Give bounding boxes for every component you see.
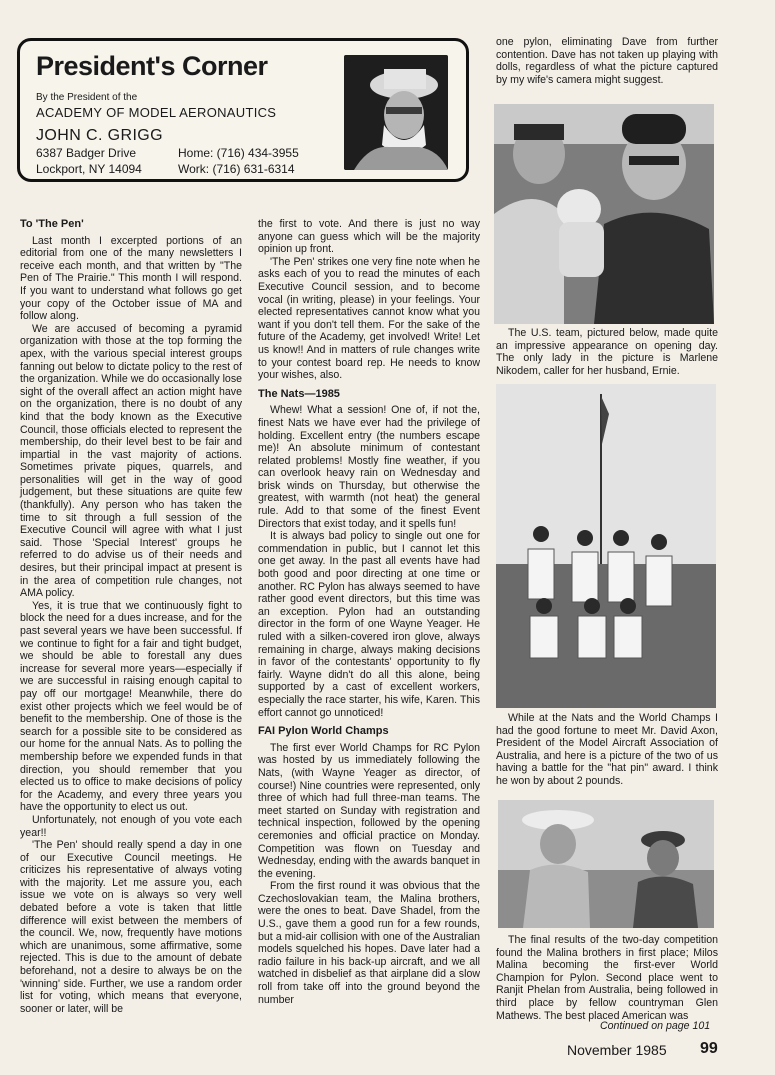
byline: By the President of the — [36, 92, 138, 103]
president-phones — [178, 145, 299, 177]
paragraph: Unfortunately, not enough of you vote each year!! — [20, 813, 242, 839]
hat-pin-award-photo — [498, 800, 714, 928]
doll-photo — [494, 104, 714, 324]
article-column-1 — [20, 218, 242, 1015]
paragraph: Yes, it is true that we continuously fight to block the need for a dues increase, and for the past several years we have been successful. If we continue to fight for a fair and tight budget, we should be able to forestall any dues increase for several more years—especially if we are successful in raising enough capital to pay off our mortgage! Meanwhile, there do exist other projects which we feel would be of benefit to the membership. One of those is the search for a possible site to be considered as our home for the annual Nats. As to polling the membership before we expended funds in that direction, you should remember that you elected us to office to make decisions of policy for the Academy, and every three years you have the opportunity to elect us out. — [20, 599, 242, 814]
section-heading-nats: The Nats—1985 — [258, 387, 340, 400]
page-number: 99 — [700, 1040, 718, 1057]
academy-name: ACADEMY OF MODEL AERONAUTICS — [36, 105, 277, 120]
caption-david-axon: While at the Nats and the World Champs I had the good fortune to meet Mr. David Axon, President of the Model Aircraft Association of Australia, and here is a picture of the two of us having a battle for the "hat pin" award. I think he won by about 2 pounds. — [496, 712, 718, 787]
paragraph: The first ever World Champs for RC Pylon was hosted by us immediately following the Nats, (with Wayne Yeager as director, of course!) Nine countries were represented, only three of which had full three-man teams. The meet started on Sunday with registration and technical inspection, followed by the opening ceremonies and official practice on Monday. Competition was flown on Tuesday and Wednesday, ending with the awards banquet in the evening. — [258, 741, 480, 880]
caption-final-results: The final results of the two-day competition found the Malina brothers in first place; Milos Malina becoming the first-ever World Champion for Pylon. Second place went to Ranjit Phelan from Australia, being followed in third place by fellow countryman Glen Mathews. The best placed American was — [496, 934, 718, 1022]
us-team-photo — [496, 384, 716, 708]
paragraph: 'The Pen' strikes one very fine note when he asks each of you to read the minutes of each Executive Council session, and to become vocal (in writing, please) in your feelings. Your elected representatives cannot know what you want if you don't tell them. For the sake of the future of the Academy, get involved! Write! Let us know!! And in matters of rule changes write to your contest board rep. He needs to know your wishes, also. — [258, 255, 480, 382]
paragraph: It is always bad policy to single out one for commendation in public, but I cannot let this one get away. In the past all events have had both good and poor directing at one time or another. RC Pylon has always seemed to have rather good event directors, but this time was an exception. Pylon had an outstanding director in the form of one Wayne Yeager. He ruled with a silken-covered iron glove, always remaining in charge, always making decisions in favor of the contestants' opportunity to fly fairly. Wayne didn't do all this alone, being supported by a cast of excellent workers, especially the race starter, his wife, Karen. This effort cannot go unnoticed! — [258, 530, 480, 719]
paragraph: 'The Pen' should really spend a day in one of our Executive Council meetings. He criticizes his representative of always voting with the majority. Let me assure you, each issue we vote on is always so very well debated before a vote is taken that little difference will exist between the members of the council. We, now, frequently have motions which are unanimous, some affirmative, some rejected. This is due to the amount of debate beforehand, not a desire to always be on the 'winning' side. Further, we use a random order list for voting, which means that everyone, sooner or later, will be — [20, 839, 242, 1015]
column-title: President's Corner — [36, 51, 268, 81]
paragraph: Whew! What a session! One of, if not the, finest Nats we have ever had the privilege of holding. Excellent entry (the numbers escape me)! An absolute minimum of contestant related problems! Mostly fine weather, if you can overlook heavy rain on Wednesday and brisk winds on Thursday, but otherwise the greatest, with warmth (not heat) the general rule. Add to that some of the finest Event Directors that exist today, and it spells fun! — [258, 404, 480, 530]
work-phone: Work: (716) 631-6314 — [178, 162, 295, 176]
caption-us-team: The U.S. team, pictured below, made quite an impressive appearance on opening day. The only lady in the picture is Marlene Nikodem, caller for her husband, Ernie. — [496, 327, 718, 377]
article-column-3-top — [496, 36, 718, 86]
president-portrait-photo — [344, 55, 448, 170]
address-line-1: 6387 Badger Drive — [36, 146, 137, 160]
paragraph: We are accused of becoming a pyramid organization with those at the top forming the apex, with the various special interest groups fanning out below to dictate policy to the rest of the organization. While we do occasionally lose sight of the overall affect an action might have on the organization, there is no doubt of any kind that the body known as the Executive Council, those officials elected to represent the membership, do their level best to be fair and impartial in the vast majority of actions. Sometimes private piques, quarrels, and personalities will get in the way of good judgement, but these situations are quite few (thankfully). Any person who has taken the time to sit through a full session of the Executive Council will agree with what I just said. Those 'Special Interest' groups he referred to do advise us of their needs and desires, but their principal impact at present is in the area of competition rule changes, not AMA policy. — [20, 322, 243, 600]
president-name: JOHN C. GRIGG — [36, 127, 163, 144]
paragraph: Last month I excerpted portions of an editorial from one of the many newsletters I receive each month, and that written by "The Pen of The Prairie." This month I will respond. If you want to understand what follows go get your copy of the October issue of MA and follow along. — [20, 234, 242, 323]
address-line-2: Lockport, NY 14094 — [36, 162, 142, 176]
continued-note: Continued on page 101 — [600, 1020, 711, 1032]
paragraph: one pylon, eliminating Dave from further contention. Dave has not taken up playing with dolls, regardless of what the picture captured by my wife's camera might suggest. — [496, 36, 718, 86]
issue-date: November 1985 — [567, 1042, 667, 1058]
paragraph: the first to vote. And there is just no way anyone can guess which will be the majority opinion up front. — [258, 218, 480, 256]
president-header-box — [17, 38, 469, 182]
section-heading-fai-pylon: FAI Pylon World Champs — [258, 725, 389, 738]
article-column-2 — [258, 218, 480, 1006]
home-phone: Home: (716) 434-3955 — [178, 146, 299, 160]
section-heading-to-the-pen: To 'The Pen' — [20, 218, 84, 230]
president-address — [36, 145, 142, 177]
paragraph: From the first round it was obvious that the Czechoslovakian team, the Malina brothers, were the ones to beat. Dave Shadel, from the U.S., gave them a good run for a few rounds, but a mid-air collision with one of the Australian models squelched his hopes. Dave later had a radio failure in his back-up aircraft, and we all watched in disbelief as that airplane did a slow roll from take off into the ground beyond the number — [258, 880, 480, 1006]
